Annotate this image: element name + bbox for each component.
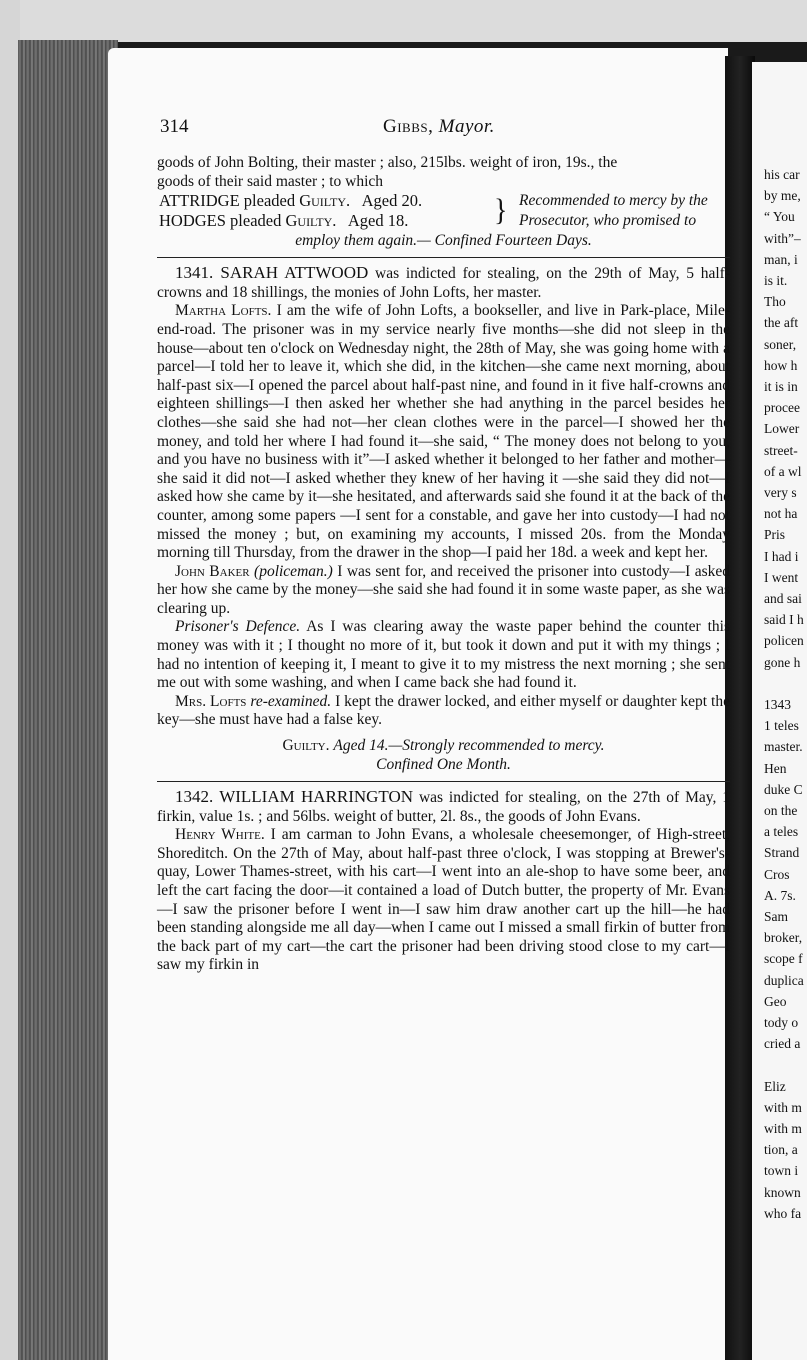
right-page-line: of a wl [764,463,802,479]
prev-line-1: goods of John Bolting, their master ; also, 215lbs. weight of iron, 19s., the [157,154,618,171]
scan-border-top [0,0,807,42]
right-page-line: with”– [764,230,801,246]
right-page-line: town i [764,1163,799,1179]
right-page-line: on the [764,803,798,818]
right-page-line: said I h [764,612,804,628]
right-page-line: 1 teles [764,718,799,734]
running-head: Gibbs, Mayor. [383,116,495,137]
right-page-line: not ha [764,506,798,522]
verdict-1341: Guilty. Aged 14.—Strongly recommended to mercy. [282,737,605,755]
right-page-line: tody o [764,1015,799,1030]
right-page-line: very s [764,485,797,500]
right-page-line: Tho [764,294,786,310]
case-1341-intro: 1341. SARAH ATTWOOD was indicted for stealing, on the 29th of May, 5 half-crowns and 18 shillings, the monies of John Lofts, her master. [157,263,730,301]
sentence-1341: Confined One Month. [376,756,511,774]
right-page-line: who fa [764,1205,802,1221]
right-page-line: a teles [764,824,799,840]
right-page-line: master. [764,739,803,755]
page-content [157,110,730,975]
right-page-line: cried a [764,1036,801,1052]
right-page-line: Sam [764,909,789,924]
right-page-line: Pris [764,527,786,543]
plea-hodges: HODGES pleaded Guilty. Aged 18. [159,211,409,231]
right-page-line: I went [764,569,799,585]
right-page-line: Geo [764,993,787,1009]
prisoner-defence: Prisoner's Defence. As I was clearing away the waste paper behind the counter this money was with it ; I thought no more of it, but took it down and put it with my things ; I had no intention of keeping it, I meant to give it to my mistress the next morning ; she sent me out with some washing, and when I came back she had found it. [157,618,730,692]
case-1341 [157,264,730,774]
brace-glyph: } [494,193,508,228]
right-page-line: is it. [764,273,788,288]
prev-line-2: goods of their said master ; to which [157,172,383,190]
scan-border-left [0,0,20,1360]
right-page-line: soner, [764,336,797,352]
right-page-line: duke C [764,781,803,797]
right-page-line: and sai [764,591,802,606]
case-1342 [157,788,730,975]
right-page-line: Strand [764,845,800,861]
testimony-john-baker: John Baker (policeman.) I was sent for, and received the prisoner into custody—I asked her how she came by the money—she said she had found it in some waste paper, as she was clearing up. [157,562,731,617]
right-page-line: A. 7s. [764,887,796,903]
page-number: 314 [160,116,189,137]
right-page-line: it is in [764,379,798,394]
right-page-line: duplica [764,972,804,988]
right-page-line: man, i [764,251,798,267]
right-page-line: how h [764,357,798,373]
right-page-line: his car [764,167,800,182]
plea-attridge: ATTRIDGE pleaded Guilty. Aged 20. [159,191,423,211]
right-page-line: Eliz [764,1078,786,1094]
right-page-line: Cros [764,866,790,882]
previous-case-ending [157,154,730,250]
testimony-mrs-lofts: Mrs. Lofts re-examined. I kept the drawer locked, and either myself or daughter kept the key—she must have had a false key. [157,692,730,729]
right-page-line: street- [764,442,798,458]
right-page-line: with m [764,1099,802,1115]
right-page-line: with m [764,1121,802,1136]
case-1342-intro: 1342. WILLIAM HARRINGTON was indicted for stealing, on the 27th of May, 1 firkin, value 1s. ; and 56lbs. weight of butter, 2l. 8s., the goods of John Evans. [157,787,730,825]
right-page-fragment [752,62,807,1360]
plea-block [157,191,730,231]
right-page-line: 1343 [764,697,791,712]
case-divider [157,257,730,258]
right-page-line: “ You [764,209,795,225]
right-page-line: procee [764,400,800,416]
right-page-line: known [764,1184,801,1200]
right-page-line: by me, [764,188,801,204]
right-page-line: Lower [764,421,800,437]
right-page-line: gone h [764,654,801,670]
right-page-line: tion, a [764,1142,798,1158]
plea-recommendation: Recommended to mercy by the Prosecutor, who promised to [519,192,708,230]
right-page-line: policen [764,633,804,649]
right-page-line: the aft [764,315,799,331]
testimony-martha-lofts: Martha Lofts. I am the wife of John Lofts, a bookseller, and live in Park-place, Mile-end-road. The prisoner was in my service nearly five months—she did not sleep in the house—about ten o'clock on Wednesday night, the 28th of May, she was going home with a parcel—I told her to leave it, which she did, in the kitchen—she came next morning, about half-past six—I opened the parcel about half-past nine, and found in it five half-crowns and eighteen shillings—I then asked her whether she had anything in the parcel besides her clothes—she said she had not—her clean clothes were in the parcel—I showed her the money, and told her where I had found it—she said, “ The money does not belong to you, and you have no business with it”—I asked whether it belonged to her father and mother—she said it did not—I asked whether they knew of her having it —she said they did not—I asked how she came by it—she hesitated, and afterwards said she found it at the back of the counter, among some papers —I sent for a constable, and gave her into custody—I had not missed the money ; but, on examining my accounts, I missed 20s. from the Monday morning till Thursday, from the drawer in the shop—I paid her 18d. a week and kept her. [157,302,730,562]
prev-sentence: employ them again.— Confined Fourteen Days. [295,232,592,250]
right-page-line: scope f [764,951,803,967]
page-header [157,110,730,154]
right-page-line: broker, [764,930,803,946]
right-page-line: Hen [764,760,787,776]
testimony-henry-white: Henry White. I am carman to John Evans, a wholesale cheesemonger, of High-street, Shoreditch. On the 27th of May, about half-past three o'clock, I was stopping at Brewer's-quay, Lower Thames-street, with his cart—I went into an ale-shop to have some beer, and left the cart facing the door—it contained a load of Dutch butter, the property of Mr. Evans—I saw the prisoner before I went in—I saw him draw another cart up the hill—he had been standing alongside me all day—when I came out I missed a small firkin of butter from the back part of my cart—the cart the prisoner had been driving stood close to my cart—I saw my firkin in [157,826,731,974]
case-divider [157,781,730,782]
book-page-edges [18,40,118,1360]
right-page-line: I had i [764,548,799,564]
